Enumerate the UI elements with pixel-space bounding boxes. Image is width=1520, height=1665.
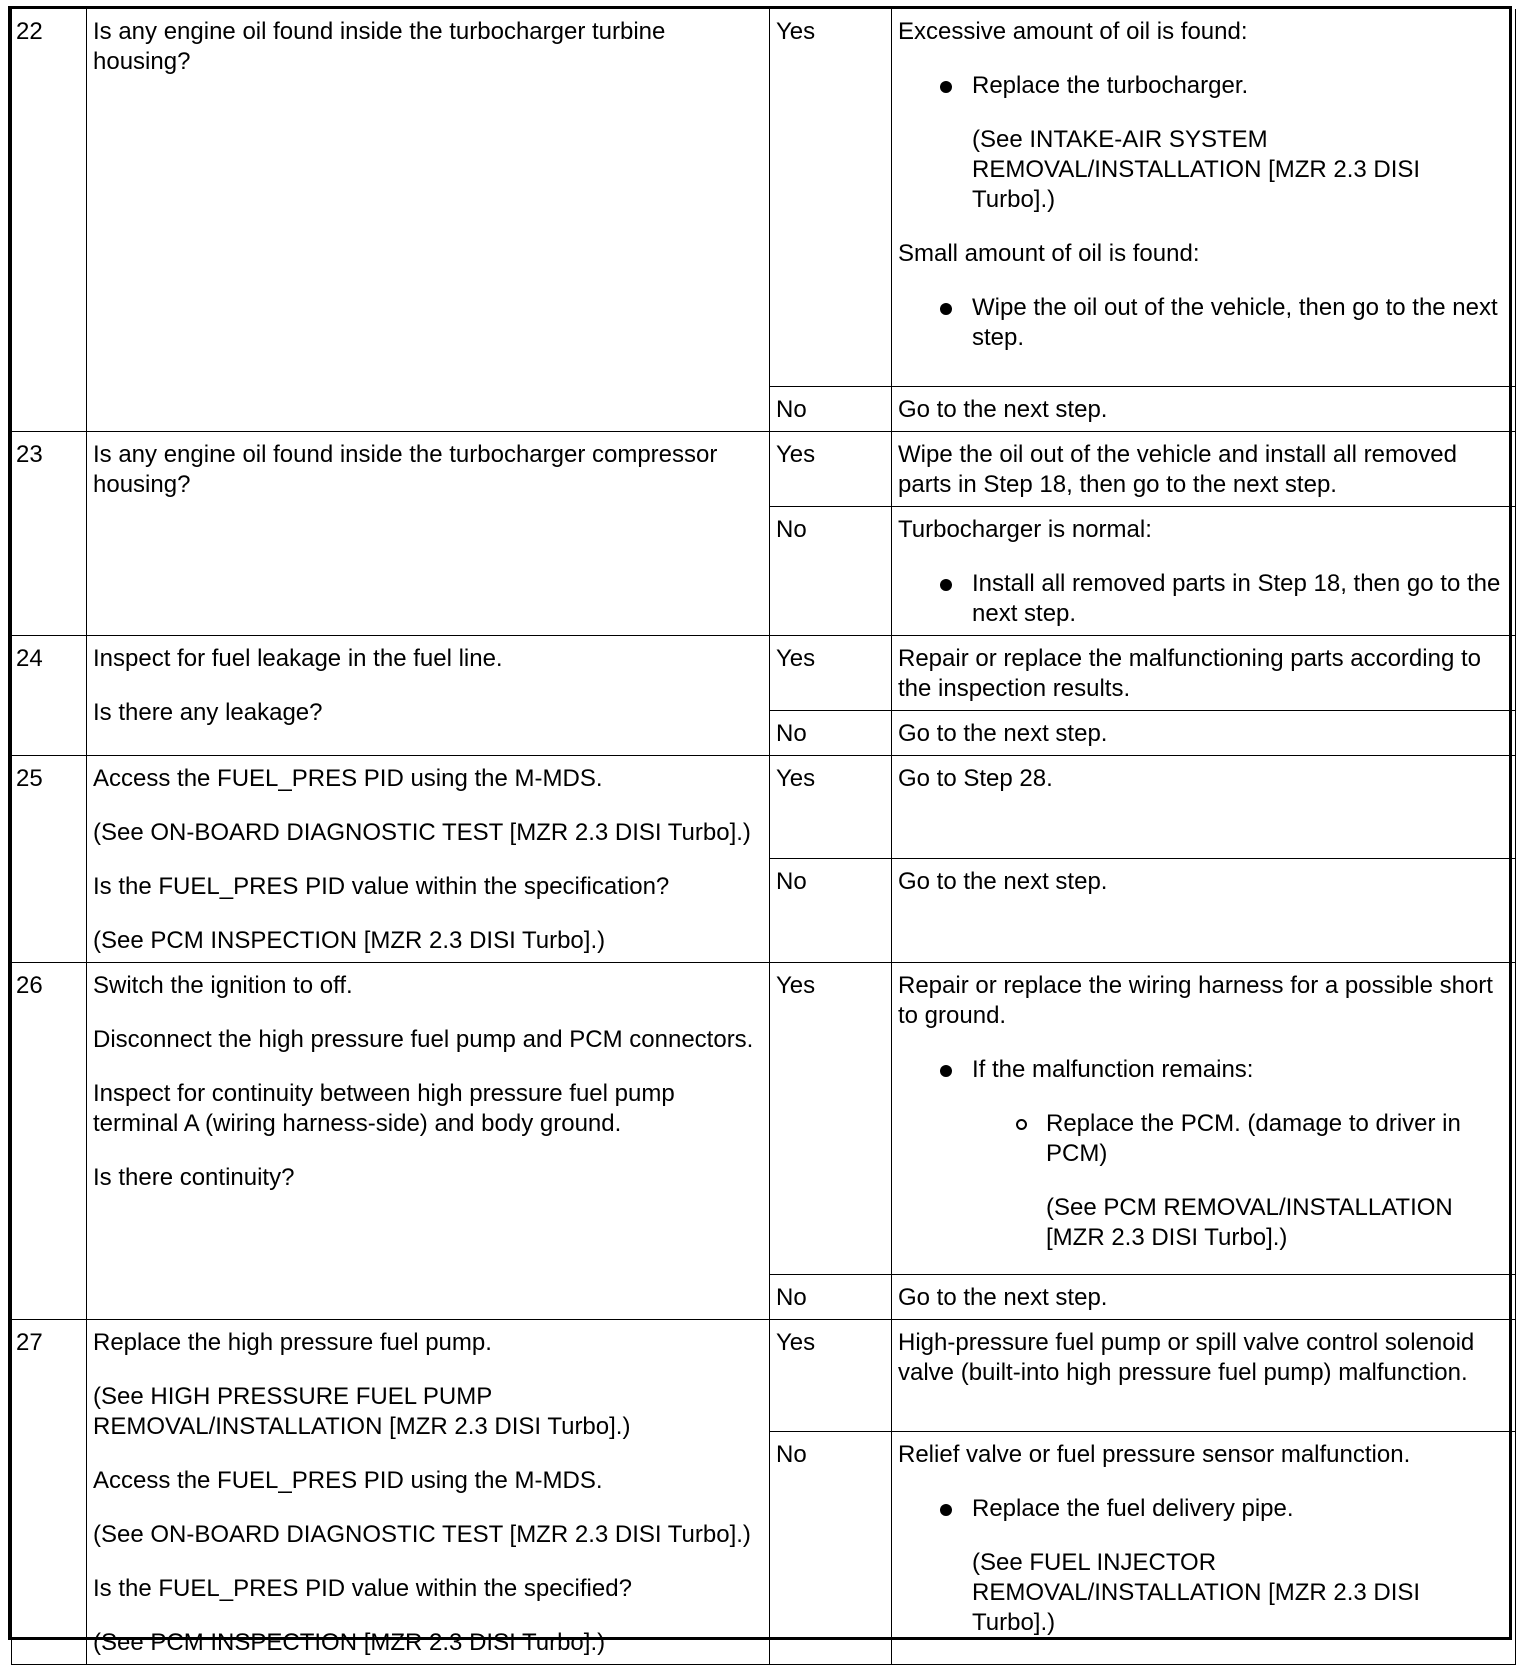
action-yes: High-pressure fuel pump or spill valve control solenoid valve (built-into high pressure fuel pump) malfunction. <box>892 1319 1516 1431</box>
bullet-list <box>898 569 1509 629</box>
reference-text: (See PCM REMOVAL/INSTALLATION [MZR 2.3 DISI Turbo].) <box>1046 1193 1453 1251</box>
answer-yes: Yes <box>770 1319 892 1431</box>
question-text: Is there any leakage? <box>93 698 323 726</box>
answer-no: No <box>770 386 892 431</box>
step-number: 25 <box>12 755 87 962</box>
reference-text: (See PCM INSPECTION [MZR 2.3 DISI Turbo].) <box>93 1628 606 1656</box>
bullet-item <box>898 1494 1509 1638</box>
question-text: Switch the ignition to off. <box>93 971 353 999</box>
answer-no: No <box>770 710 892 755</box>
sub-bullet-item <box>972 1109 1509 1253</box>
action-text: Relief valve or fuel pressure sensor malfunction. <box>898 1440 1411 1468</box>
action-text: Turbocharger is normal: <box>898 515 1152 543</box>
step-number: 24 <box>12 635 87 755</box>
action-yes: Go to Step 28. <box>892 755 1516 859</box>
step-27-yes-row <box>12 1319 1516 1431</box>
step-number: 27 <box>12 1319 87 1664</box>
action-text: Excessive amount of oil is found: <box>898 18 1248 45</box>
answer-yes: Yes <box>770 9 892 386</box>
answer-yes: Yes <box>770 962 892 1274</box>
question-text: Is the FUEL_PRES PID value within the specified? <box>93 1574 632 1602</box>
action-yes: Wipe the oil out of the vehicle and install all removed parts in Step 18, then go to the next step. <box>892 431 1516 506</box>
sub-bullet-list <box>972 1109 1509 1253</box>
step-question <box>87 635 770 755</box>
question-text: Is any engine oil found inside the turbocharger compressor housing? <box>93 440 718 498</box>
bullet-text: Replace the fuel delivery pipe. <box>972 1494 1294 1522</box>
step-23-yes-row <box>12 431 1516 506</box>
step-number: 22 <box>12 9 87 431</box>
reference-text: (See HIGH PRESSURE FUEL PUMP REMOVAL/INSTALLATION [MZR 2.3 DISI Turbo].) <box>93 1382 631 1440</box>
bullet-item <box>898 71 1509 215</box>
action-no <box>892 506 1516 635</box>
action-yes <box>892 9 1516 386</box>
bullet-item <box>898 1055 1509 1253</box>
bullet-text: If the malfunction remains: <box>972 1055 1254 1083</box>
step-number: 26 <box>12 962 87 1319</box>
answer-no: No <box>770 1274 892 1319</box>
step-22-yes-row <box>12 9 1516 386</box>
action-no: Go to the next step. <box>892 1274 1516 1319</box>
action-no: Go to the next step. <box>892 859 1516 963</box>
bullet-item: Wipe the oil out of the vehicle, then go to the next step. <box>898 293 1509 353</box>
step-question <box>87 962 770 1319</box>
answer-no: No <box>770 859 892 963</box>
answer-yes: Yes <box>770 755 892 859</box>
answer-no: No <box>770 1431 892 1664</box>
action-no: Go to the next step. <box>892 710 1516 755</box>
troubleshooting-page <box>8 6 1512 1656</box>
question-text: Is the FUEL_PRES PID value within the specification? <box>93 872 670 900</box>
question-text: Inspect for fuel leakage in the fuel line. <box>93 644 503 672</box>
step-question <box>87 9 770 431</box>
bullet-list <box>898 293 1509 353</box>
action-text: Small amount of oil is found: <box>898 240 1200 267</box>
action-yes: Repair or replace the malfunctioning parts according to the inspection results. <box>892 635 1516 710</box>
step-question <box>87 755 770 962</box>
question-text: Replace the high pressure fuel pump. <box>93 1328 492 1356</box>
reference-text: (See ON-BOARD DIAGNOSTIC TEST [MZR 2.3 DISI Turbo].) <box>93 1520 751 1548</box>
reference-text: (See PCM INSPECTION [MZR 2.3 DISI Turbo].) <box>93 926 606 954</box>
question-text: Inspect for continuity between high pressure fuel pump terminal A (wiring harness-side) and body ground. <box>93 1079 675 1137</box>
bullet-list <box>898 71 1509 215</box>
reference-text: (See INTAKE-AIR SYSTEM REMOVAL/INSTALLATION [MZR 2.3 DISI Turbo].) <box>972 126 1421 213</box>
diagnostic-procedure-table <box>11 9 1516 1665</box>
action-yes <box>892 962 1516 1274</box>
bullet-list <box>898 1494 1509 1638</box>
reference-text: (See FUEL INJECTOR REMOVAL/INSTALLATION [MZR 2.3 DISI Turbo].) <box>972 1548 1421 1636</box>
sub-bullet-text: Replace the PCM. (damage to driver in PCM) <box>1046 1109 1461 1167</box>
step-number: 23 <box>12 431 87 635</box>
action-no <box>892 1431 1516 1664</box>
step-26-yes-row <box>12 962 1516 1274</box>
question-text: Access the FUEL_PRES PID using the M-MDS. <box>93 1466 603 1494</box>
bullet-list <box>898 1055 1509 1253</box>
reference-text: (See ON-BOARD DIAGNOSTIC TEST [MZR 2.3 DISI Turbo].) <box>93 818 751 846</box>
question-text: Access the FUEL_PRES PID using the M-MDS. <box>93 764 603 792</box>
step-25-yes-row <box>12 755 1516 859</box>
question-text: Disconnect the high pressure fuel pump and PCM connectors. <box>93 1025 754 1053</box>
bullet-text: Replace the turbocharger. <box>972 72 1249 99</box>
answer-yes: Yes <box>770 635 892 710</box>
step-question <box>87 1319 770 1664</box>
question-text: Is there continuity? <box>93 1163 295 1191</box>
action-text: Repair or replace the wiring harness for a possible short to ground. <box>898 971 1493 1029</box>
step-24-yes-row <box>12 635 1516 710</box>
bullet-item: Install all removed parts in Step 18, then go to the next step. <box>898 569 1509 629</box>
step-question <box>87 431 770 635</box>
answer-yes: Yes <box>770 431 892 506</box>
answer-no: No <box>770 506 892 635</box>
action-no: Go to the next step. <box>892 386 1516 431</box>
question-text: Is any engine oil found inside the turbocharger turbine housing? <box>93 18 666 75</box>
